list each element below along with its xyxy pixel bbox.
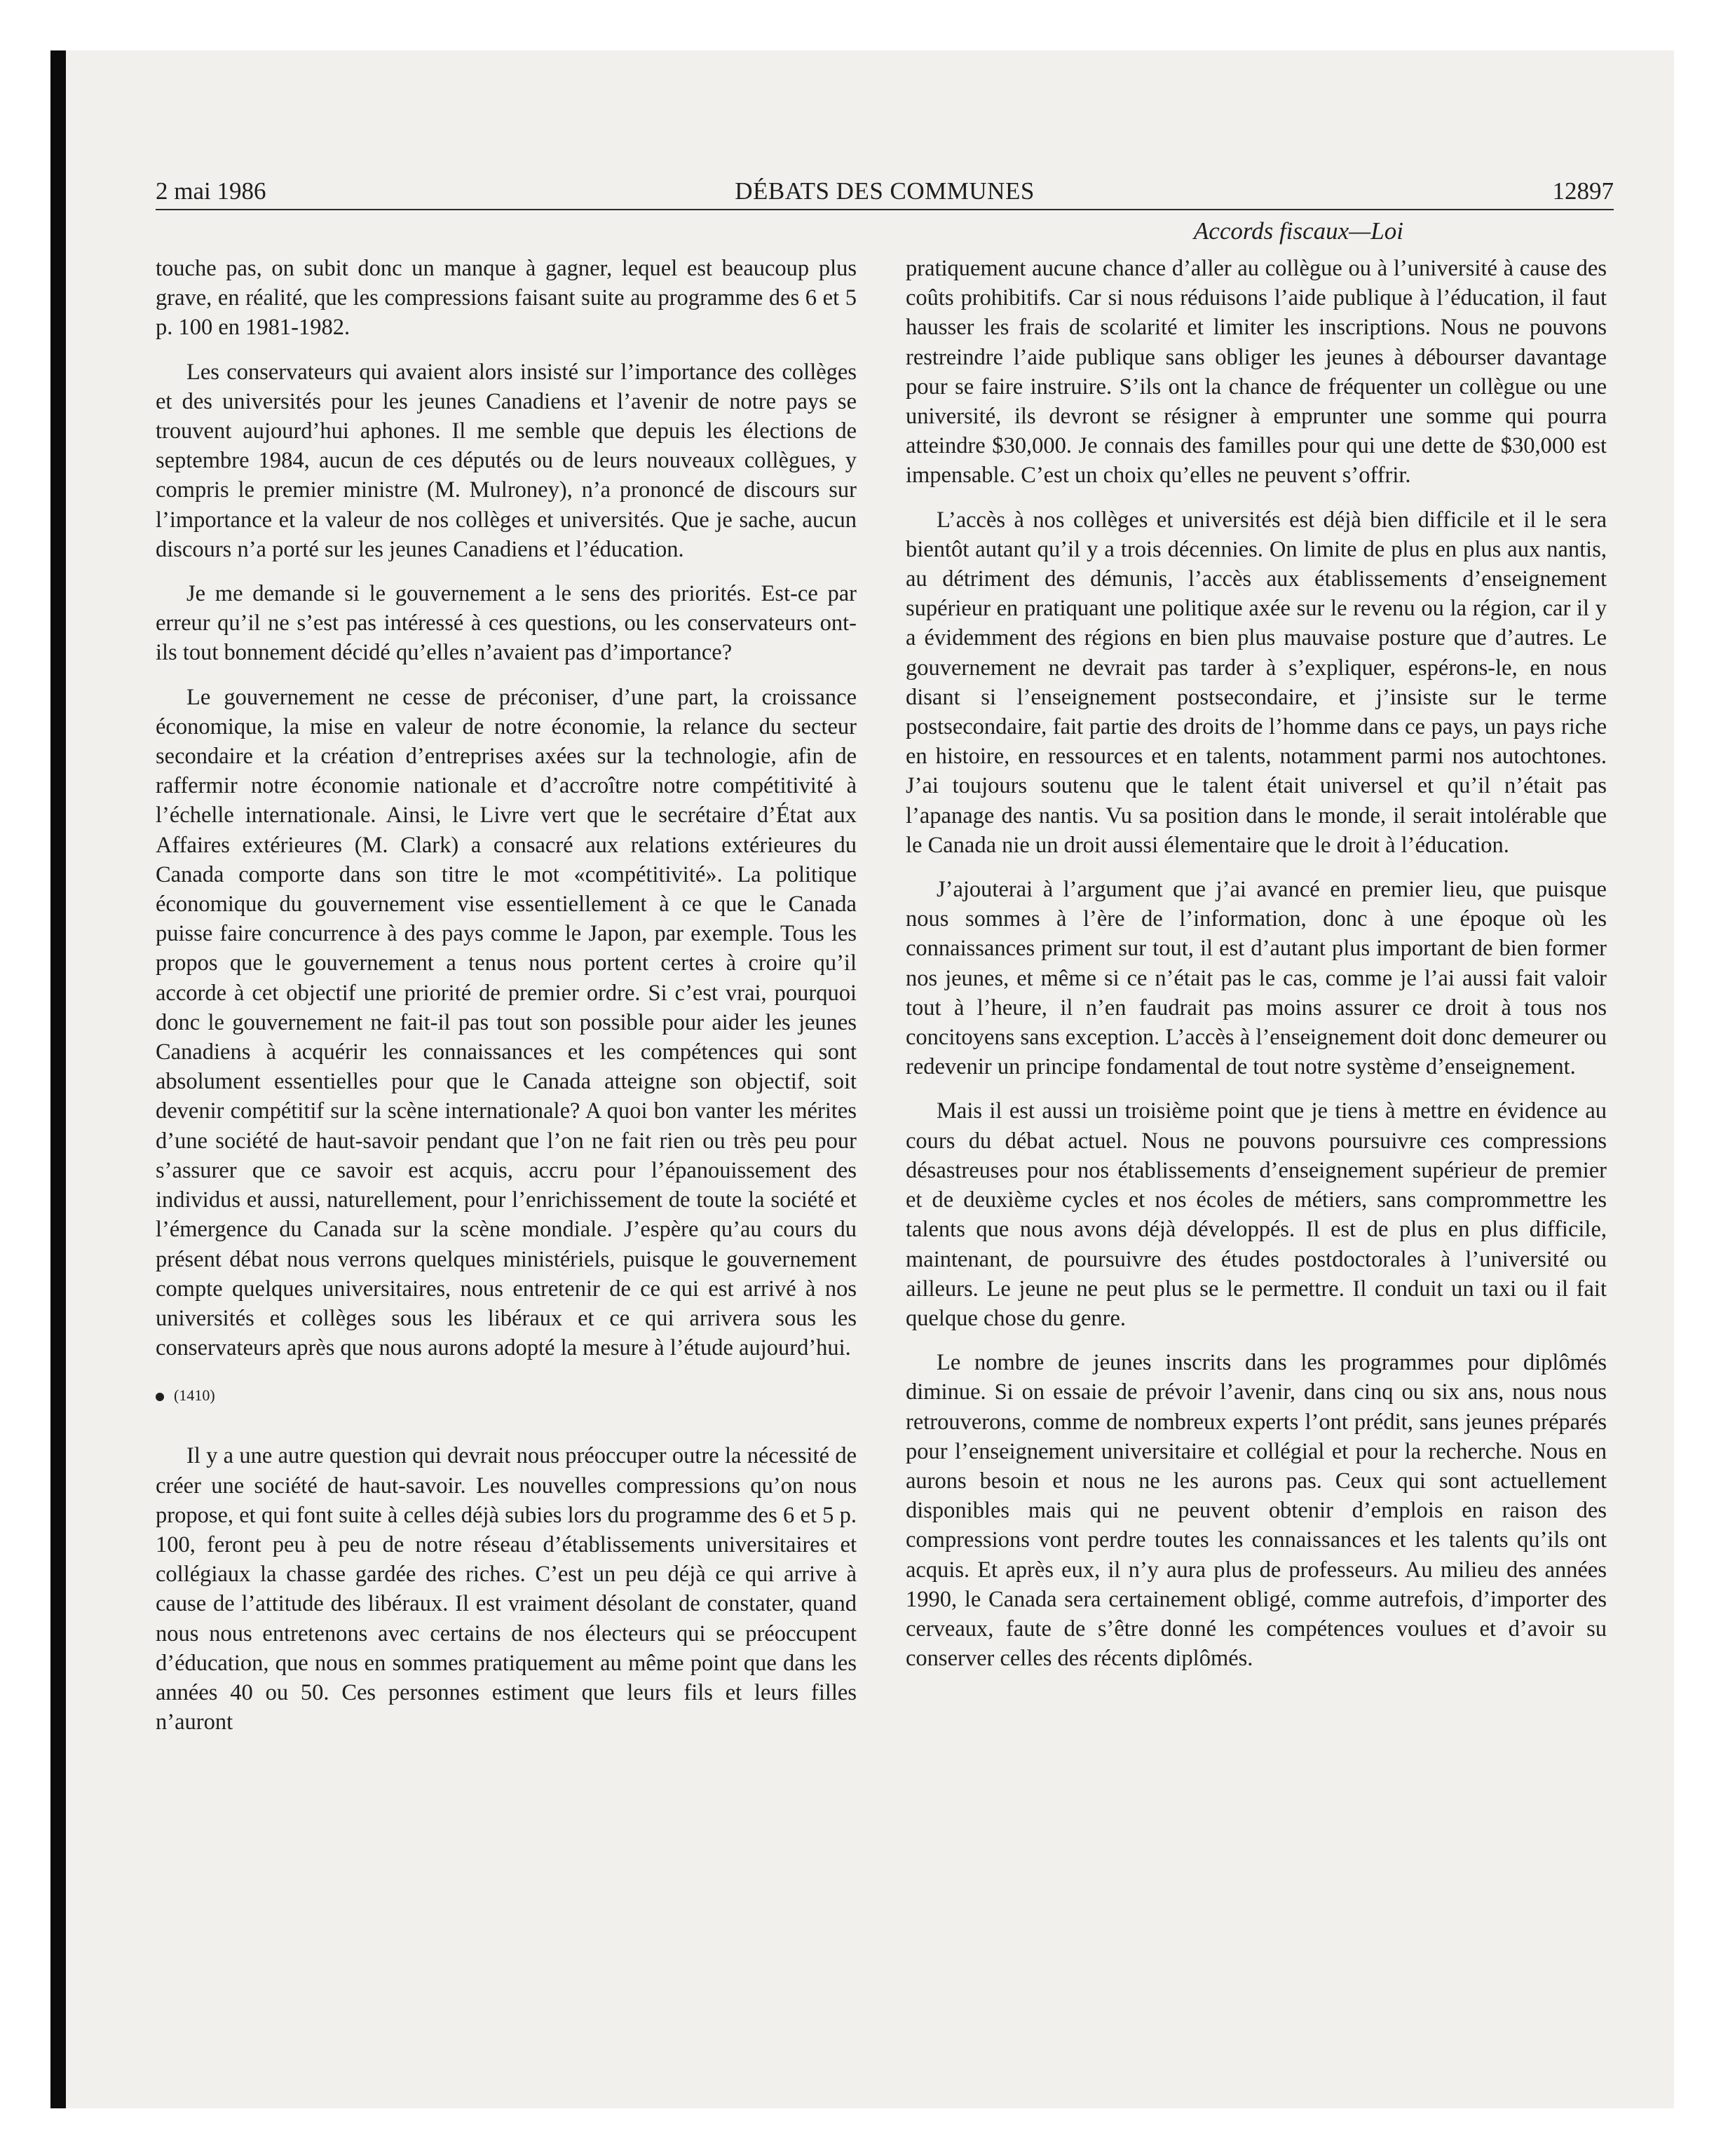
paragraph: J’ajouterai à l’argument que j’ai avancé en premier lieu, que puisque nous sommes à l’ère de l’information, donc à une époque où les connaissances priment sur tout, il est d’autant plus important de bien former nos jeunes, et même si ce n’était pas le cas, comme je l’ai aussi fait valoir tout à l’heure, il n’en faudrait pas moins assurer ce droit à tous nos concitoyens sans exception. L’accès à l’enseignement doit donc demeurer ou redevenir un principe fondamental de tout notre système d’enseignement. bbox=[906, 877, 1607, 1080]
running-title: Accords fiscaux—Loi bbox=[1193, 217, 1403, 245]
paragraph: Mais il est aussi un troisième point que je tiens à mettre en évidence au cours du débat actuel. Nous ne pouvons poursuivre ces compressions désastreuses pour nos établissements d’enseignement supérieur de premier et de deuxième cycles et nos écoles de métiers, sans comprommettre les talents que nous avons déjà développés. Il est de plus en plus difficile, maintenant, de poursuivre des études postdoctorales à l’université ou ailleurs. Le jeune ne peut plus se le permettre. Il conduit un taxi ou il fait quelque chose du genre. bbox=[906, 1098, 1607, 1331]
paragraph: Les conservateurs qui avaient alors insisté sur l’importance des collèges et des universités pour les jeunes Canadiens et l’avenir de notre pays se trouvent aujourd’hui aphones. Il me semble que depuis les élections de septembre 1984, aucun de ces députés ou de leurs nouveaux collègues, y compris le premier ministre (M. Mulroney), n’a prononcé de discours sur l’importance et la valeur de nos collèges et universités. Que je sache, aucun discours n’a porté sur les jeunes Canadiens et l’éducation. bbox=[156, 359, 857, 562]
document-page bbox=[156, 177, 1614, 2069]
paragraph: Il y a une autre question qui devrait nous préoccuper outre la nécessité de créer une société de haut-savoir. Les nouvelles compressions qu’on nous propose, et qui font suite à celles déjà subies lors du programme des 6 et 5 p. 100, feront peu à peu de notre réseau d’établissements universitaires et collégiaux la chasse gardée des riches. C’est un peu déjà ce qui arrive à cause de l’attitude des libéraux. Il est vraiment désolant de constater, quand nous nous entretenons avec certains de nos électeurs qui se préoccupent d’éducation, que nous en sommes pratiquement au même point que dans les années 40 ou 50. Ces personnes estiment que leurs fils et leurs filles n’auront bbox=[156, 1443, 857, 1735]
paragraph: Le gouvernement ne cesse de préconiser, d’une part, la croissance économique, la mise en valeur de notre économie, la relance du secteur secondaire et la création d’entreprises axées sur la technologie, afin de raffermir notre économie nationale et d’accroître notre compétitivité à l’échelle internationale. Ainsi, le Livre vert que le secrétaire d’État aux Affaires extérieures (M. Clark) a consacré aux relations extérieures du Canada comporte dans son titre le mot «compétitivité». La politique économique du gouvernement vise essentiellement à ce que le Canada puisse faire concurrence à des pays comme le Japon, par exemple. Tous les propos que le gouvernement a tenus nous portent certes à croire qu’il accorde à cet objectif une priorité de premier ordre. Si c’est vrai, pourquoi donc le gouvernement ne fait-il pas tout son possible pour aider les jeunes Canadiens à acquérir les connaissances et les compétences qui sont absolument essentielles pour que le Canada atteigne son objectif, soit devenir compétitif sur la scène internationale? A quoi bon vanter les mérites d’une société de haut-savoir pendant que l’on ne fait rien ou très peu pour s’assurer que ce savoir est acquis, accru pour l’épanouissement des individus et aussi, naturellement, pour l’enrichissement de toute la société et l’émergence du Canada sur la scène mondiale. J’espère qu’au cours du présent débat nous verrons quelques ministériels, puisque le gouvernement compte quelques universitaires, nous entretenir de ce qui est arrivé à nos universités et collèges sous les libéraux et ce qui arrivera sous les conservateurs après que nous aurons adopté la mesure à l’étude aujourd’hui. bbox=[156, 684, 857, 1361]
right-column bbox=[906, 254, 1607, 1688]
paragraph: touche pas, on subit donc un manque à gagner, lequel est beaucoup plus grave, en réalité, que les compressions faisant suite au programme des 6 et 5 p. 100 en 1981-1982. bbox=[156, 256, 857, 341]
left-column bbox=[156, 254, 857, 1752]
scanned-page bbox=[50, 50, 1674, 2108]
page-header bbox=[156, 177, 1614, 206]
paragraph: L’accès à nos collèges et universités est déjà bien difficile et il le sera bientôt autant qu’il y a trois décennies. On limite de plus en plus aux nantis, au détriment des démunis, l’accès aux établissements d’enseignement supérieur en pratiquant une politique axée sur le revenu ou la région, car il y a évidemment des régions en bien plus mauvaise posture que d’autres. Le gouvernement ne devrait pas tarder à s’expliquer, espérons-le, en nous disant si l’enseignement postsecondaire, et j’insiste sur le terme postsecondaire, fait partie des droits de l’homme dans ce pays, un pays riche en histoire, en ressources et en talents, notamment parmi nos autochtones. J’ai toujours soutenu que le talent était universel et qu’il n’était pas l’apanage des nantis. Vu sa position dans le monde, il serait intolérable que le Canada nie un droit aussi élementaire que le droit à l’éducation. bbox=[906, 507, 1607, 858]
time-marker-label: (1410) bbox=[174, 1386, 215, 1405]
header-date: 2 mai 1986 bbox=[156, 177, 266, 205]
bullet-icon bbox=[156, 1393, 164, 1401]
paragraph: pratiquement aucune chance d’aller au collègue ou à l’université à cause des coûts prohibitifs. Car si nous réduisons l’aide publique à l’éducation, il faut hausser les frais de scolarité et limiter les inscriptions. Nous ne pouvons restreindre l’aide publique sans obliger les jeunes à débourser davantage pour se faire instruire. S’ils ont la chance de fréquenter un collègue ou une université, ils devront se résigner à emprunter une somme qui pourra atteindre $30,000. Je connais des familles pour qui une dette de $30,000 est impensable. C’est un choix qu’elles ne peuvent s’offrir. bbox=[906, 256, 1607, 489]
paragraph: Je me demande si le gouvernement a le sens des priorités. Est-ce par erreur qu’il ne s’est pas intéressé à ces questions, ou les conservateurs ont-ils tout bonnement décidé qu’elles n’avaient pas d’importance? bbox=[156, 581, 857, 666]
header-rule bbox=[156, 209, 1614, 210]
header-page-number: 12897 bbox=[1552, 177, 1614, 205]
binding-edge bbox=[50, 50, 66, 2108]
header-title: DÉBATS DES COMMUNES bbox=[735, 177, 1035, 205]
time-marker bbox=[156, 1381, 857, 1410]
paragraph: Le nombre de jeunes inscrits dans les programmes pour diplômés diminue. Si on essaie de prévoir l’avenir, dans cinq ou six ans, nous nous retrouverons, comme de nombreux experts l’ont prédit, sans jeunes préparés pour l’enseignement universitaire et collégial et pour la recherche. Nous en aurons besoin et nous ne les aurons pas. Ceux qui sont actuellement disponibles mais qui ne peuvent obtenir d’emplois en raison des compressions vont perdre toutes les connaissances et les talents qu’ils ont acquis. Et après eux, il n’y aura plus de professeurs. Au milieu des années 1990, le Canada sera certainement obligé, comme autrefois, d’importer des cerveaux, faute de s’être donné les compétences voulues et d’avoir su conserver celles des récents diplômés. bbox=[906, 1350, 1607, 1672]
